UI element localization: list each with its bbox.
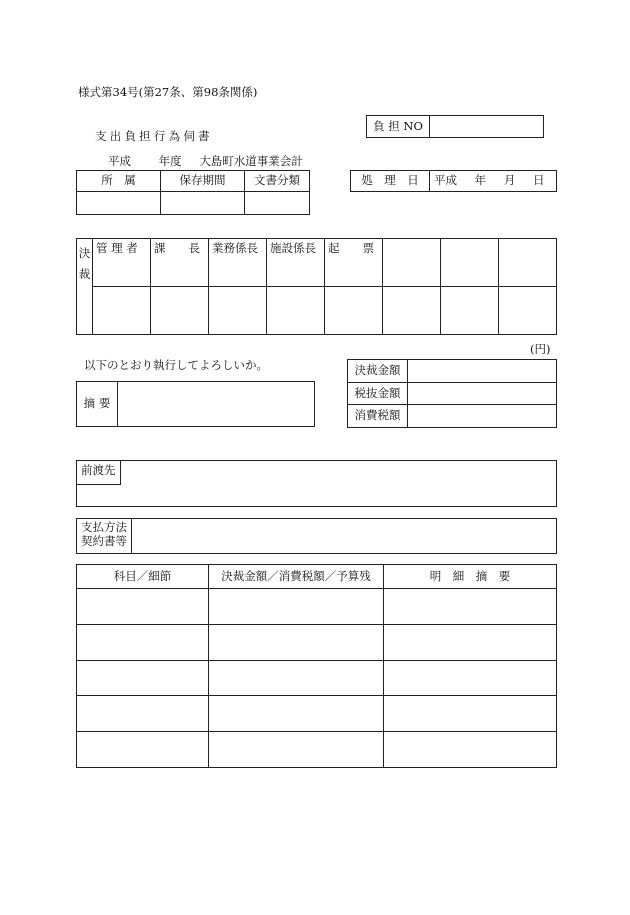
approval-header-section-chief: 課 長 [151, 239, 209, 287]
approval-table [76, 238, 557, 335]
details-cell-account[interactable] [77, 624, 209, 660]
fiscal-year-label: 年度 [158, 154, 182, 168]
approval-label-2: 裁 [78, 266, 91, 281]
details-header-amounts: 決裁金額／消費税額／予算残 [209, 565, 384, 589]
form-title: 支出負担行為伺書 [95, 129, 213, 143]
details-cell-account[interactable] [77, 732, 209, 768]
amount-label-excluding-tax: 税抜金額 [348, 382, 408, 405]
details-cell-account[interactable] [77, 696, 209, 732]
dept-field[interactable] [77, 192, 161, 215]
processing-date-field[interactable] [430, 171, 557, 192]
retention-header: 保存期間 [161, 171, 245, 192]
approval-stamp-extra-2[interactable] [441, 287, 499, 335]
processing-date-table [350, 170, 557, 192]
approval-stamp-facility-chief[interactable] [267, 287, 325, 335]
approval-header-extra-2 [441, 239, 499, 287]
approval-header-business-chief: 業務係長 [209, 239, 267, 287]
details-header-account: 科目／細節 [77, 565, 209, 589]
dept-table [76, 170, 310, 215]
approval-header-facility-chief: 施設係長 [267, 239, 325, 287]
processing-month: 月 [503, 173, 516, 188]
table-row [77, 624, 557, 660]
fiscal-line [108, 153, 303, 169]
approval-header-extra-3 [499, 239, 557, 287]
amount-label-consumption-tax: 消費税額 [348, 405, 408, 428]
table-row [77, 696, 557, 732]
approval-stamp-drafter[interactable] [325, 287, 383, 335]
burden-no-field[interactable] [430, 116, 544, 138]
burden-no-label: 負 担 NO [367, 116, 430, 138]
advance-payee-label: 前渡先 [77, 461, 121, 485]
fiscal-account: 大島町水道事業会計 [199, 154, 303, 168]
amount-label-approved: 決裁金額 [348, 360, 408, 383]
table-row [77, 660, 557, 696]
amount-field-approved[interactable] [408, 360, 557, 383]
details-cell-description[interactable] [384, 660, 557, 696]
payment-method-box[interactable] [76, 518, 557, 554]
fiscal-era: 平成 [108, 154, 131, 168]
payment-method-label [77, 519, 132, 553]
payment-method-label-line1: 支払方法 [81, 520, 127, 534]
burden-no-table [366, 115, 544, 138]
table-row [77, 589, 557, 625]
approval-stamp-extra-1[interactable] [383, 287, 441, 335]
details-cell-amounts[interactable] [209, 732, 384, 768]
amount-field-excluding-tax[interactable] [408, 382, 557, 405]
details-cell-description[interactable] [384, 589, 557, 625]
details-cell-account[interactable] [77, 660, 209, 696]
table-row [77, 732, 557, 768]
request-text: 以下のとおり執行してよろしいか。 [84, 358, 268, 372]
approval-stamp-manager[interactable] [93, 287, 151, 335]
approval-header-drafter: 起 票 [325, 239, 383, 287]
details-cell-amounts[interactable] [209, 660, 384, 696]
summary-field[interactable] [118, 382, 315, 427]
processing-day: 日 [532, 173, 545, 188]
details-cell-amounts[interactable] [209, 589, 384, 625]
form-number: 様式第34号(第27条、第98条関係) [78, 85, 258, 99]
payment-method-label-line2: 契約書等 [81, 534, 127, 549]
approval-header-manager: 管 理 者 [93, 239, 151, 287]
classification-header: 文書分類 [245, 171, 310, 192]
summary-table [76, 381, 315, 427]
dept-header: 所 属 [77, 171, 161, 192]
processing-era: 平成 [434, 173, 457, 188]
yen-unit: (円) [530, 342, 551, 356]
details-cell-description[interactable] [384, 732, 557, 768]
approval-label-1: 決 [78, 246, 91, 260]
processing-date-label: 処 理 日 [351, 171, 430, 192]
amounts-table [347, 359, 557, 428]
classification-field[interactable] [245, 192, 310, 215]
approval-stamp-extra-3[interactable] [499, 287, 557, 335]
details-cell-description[interactable] [384, 624, 557, 660]
processing-year: 年 [474, 173, 487, 188]
details-cell-amounts[interactable] [209, 624, 384, 660]
details-table [76, 564, 557, 768]
details-cell-amounts[interactable] [209, 696, 384, 732]
details-header-description: 明 細 摘 要 [384, 565, 557, 589]
approval-stamp-section-chief[interactable] [151, 287, 209, 335]
approval-header-extra-1 [383, 239, 441, 287]
summary-label: 摘 要 [77, 382, 118, 427]
amount-field-consumption-tax[interactable] [408, 405, 557, 428]
advance-payee-box[interactable] [76, 460, 557, 507]
retention-field[interactable] [161, 192, 245, 215]
details-cell-account[interactable] [77, 589, 209, 625]
approval-stamp-business-chief[interactable] [209, 287, 267, 335]
approval-vertical-label [77, 239, 93, 335]
details-cell-description[interactable] [384, 696, 557, 732]
